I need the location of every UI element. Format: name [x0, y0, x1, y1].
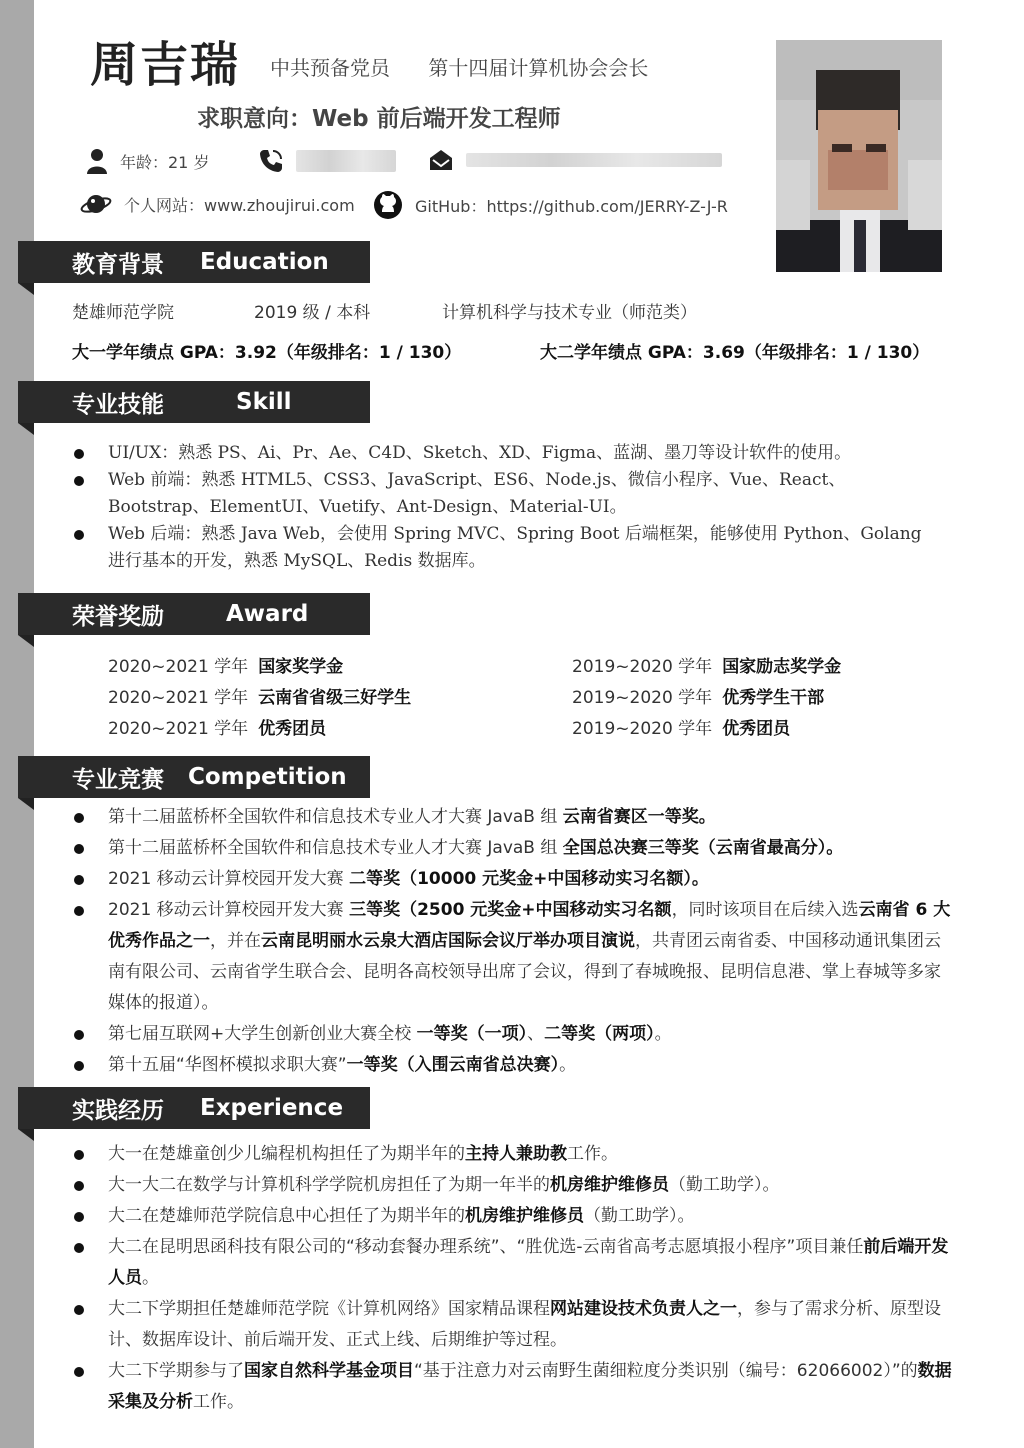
section-fold	[18, 1129, 34, 1141]
grade-level: 2019 级 / 本科	[254, 303, 371, 323]
competition-item: 第七届互联网+大学生创新创业大赛全校 一等奖（一项）、二等奖（两项）。	[70, 1019, 952, 1050]
major: 计算机科学与技术专业（师范类）	[442, 303, 697, 323]
identity-tags	[270, 52, 680, 81]
section-fold	[18, 798, 34, 810]
section-fold	[18, 635, 34, 647]
person-name: 周吉瑞	[90, 37, 241, 93]
skill-list	[70, 440, 940, 575]
competition-item: 2021 移动云计算校园开发大赛 三等奖（2500 元奖金+中国移动实习名额，同时该项目在后续入选云南省 6 大优秀作品之一，并在云南昆明丽水云泉大酒店国际会议厅举办项目演说，共青团云南省委、中国移动通讯集团云南有限公司、云南省学生联合会、昆明各高校领导出席了会议，得到了春城晚报、昆明信息港、掌上春城等多家媒体的报道）。	[70, 895, 952, 1019]
section-title-en: Award	[226, 601, 309, 627]
section-title-cn: 专业竞赛	[72, 766, 164, 793]
award-item: 2019~2020 学年 优秀学生干部	[572, 688, 825, 708]
github-info	[373, 190, 728, 220]
section-title-cn: 实践经历	[72, 1097, 164, 1124]
award-item: 2019~2020 学年 优秀团员	[572, 719, 791, 739]
section-title-cn: 教育背景	[72, 251, 164, 278]
website-info	[80, 190, 355, 218]
email-redacted	[466, 153, 722, 167]
github-icon	[373, 190, 403, 220]
party-tag: 中共预备党员	[270, 56, 390, 80]
section-competition	[18, 756, 370, 798]
section-title-en: Skill	[236, 389, 292, 415]
competition-item: 第十二届蓝桥杯全国软件和信息技术专业人才大赛 JavaB 组 全国总决赛三等奖（云南省最高分）。	[70, 833, 952, 864]
experience-item: 大二在昆明思函科技有限公司的“移动套餐办理系统”、“胜优选-云南省高考志愿填报小程序”项目兼任前后端开发人员。	[70, 1232, 952, 1294]
section-title-en: Experience	[200, 1095, 344, 1121]
role-tag: 第十四届计算机协会会长	[428, 56, 649, 80]
phone-icon	[258, 148, 284, 174]
profile-photo	[776, 40, 942, 272]
experience-item: 大二下学期参与了国家自然科学基金项目“基于注意力对云南野生菌细粒度分类识别（编号：62066002）”的数据采集及分析工作。	[70, 1356, 952, 1418]
section-experience	[18, 1087, 370, 1129]
gpa-year1: 大一学年绩点 GPA：3.92（年级排名：1 / 130）	[72, 343, 462, 363]
left-accent-bar	[0, 0, 34, 1448]
website-text: 个人网站：www.zhoujirui.com	[124, 195, 355, 215]
award-item: 2020~2021 学年 云南省省级三好学生	[108, 688, 412, 708]
phone-info	[258, 148, 396, 174]
job-intent: 求职意向：Web 前后端开发工程师	[197, 106, 561, 132]
experience-item: 大一在楚雄童创少儿编程机构担任了为期半年的主持人兼助教工作。	[70, 1139, 952, 1170]
gpa-year2: 大二学年绩点 GPA：3.69（年级排名：1 / 130）	[540, 343, 930, 363]
email-info	[428, 148, 722, 172]
section-award	[18, 593, 370, 635]
award-item: 2020~2021 学年 优秀团员	[108, 719, 327, 739]
age-text: 年龄：21 岁	[120, 152, 210, 172]
competition-item: 2021 移动云计算校园开发大赛 二等奖（10000 元奖金+中国移动实习名额）。	[70, 864, 952, 895]
competition-item: 第十二届蓝桥杯全国软件和信息技术专业人才大赛 JavaB 组 云南省赛区一等奖。	[70, 802, 952, 833]
section-fold	[18, 423, 34, 435]
experience-item: 大二在楚雄师范学院信息中心担任了为期半年的机房维护维修员（勤工助学）。	[70, 1201, 952, 1232]
skill-item: UI/UX：熟悉 PS、Ai、Pr、Ae、C4D、Sketch、XD、Figma、蓝湖、墨刀等设计软件的使用。	[70, 440, 940, 467]
section-skill	[18, 381, 370, 423]
section-title-en: Education	[200, 249, 329, 275]
age-info	[86, 148, 209, 174]
competition-item: 第十五届“华图杯模拟求职大赛”一等奖（入围云南省总决赛）。	[70, 1050, 952, 1081]
section-fold	[18, 283, 34, 295]
award-item: 2019~2020 学年 国家励志奖学金	[572, 657, 842, 677]
experience-item: 大二下学期担任楚雄师范学院《计算机网络》国家精品课程网站建设技术负责人之一，参与了需求分析、原型设计、数据库设计、前后端开发、正式上线、后期维护等过程。	[70, 1294, 952, 1356]
section-education	[18, 241, 370, 283]
school-name: 楚雄师范学院	[72, 303, 174, 323]
person-icon	[86, 148, 108, 174]
github-text: GitHub：https://github.com/JERRY-Z-J-R	[415, 196, 728, 216]
mail-icon	[428, 148, 454, 172]
skill-item: Web 前端：熟悉 HTML5、CSS3、JavaScript、ES6、Node.js、微信小程序、Vue、React、Bootstrap、ElementUI、Vuetify、Ant-Design、Material-UI。	[70, 467, 940, 521]
section-title-cn: 荣誉奖励	[72, 603, 164, 630]
experience-item: 大一大二在数学与计算机科学学院机房担任了为期一年半的机房维护维修员（勤工助学）。	[70, 1170, 952, 1201]
award-item: 2020~2021 学年 国家奖学金	[108, 657, 344, 677]
skill-item: Web 后端：熟悉 Java Web，会使用 Spring MVC、Spring Boot 后端框架，能够使用 Python、Golang 进行基本的开发，熟悉 MySQL、Redis 数据库。	[70, 521, 940, 575]
planet-icon	[80, 190, 112, 218]
section-title-cn: 专业技能	[72, 391, 164, 418]
phone-redacted	[296, 150, 396, 172]
competition-list	[70, 802, 952, 1081]
section-title-en: Competition	[188, 764, 347, 790]
experience-list	[70, 1139, 952, 1418]
